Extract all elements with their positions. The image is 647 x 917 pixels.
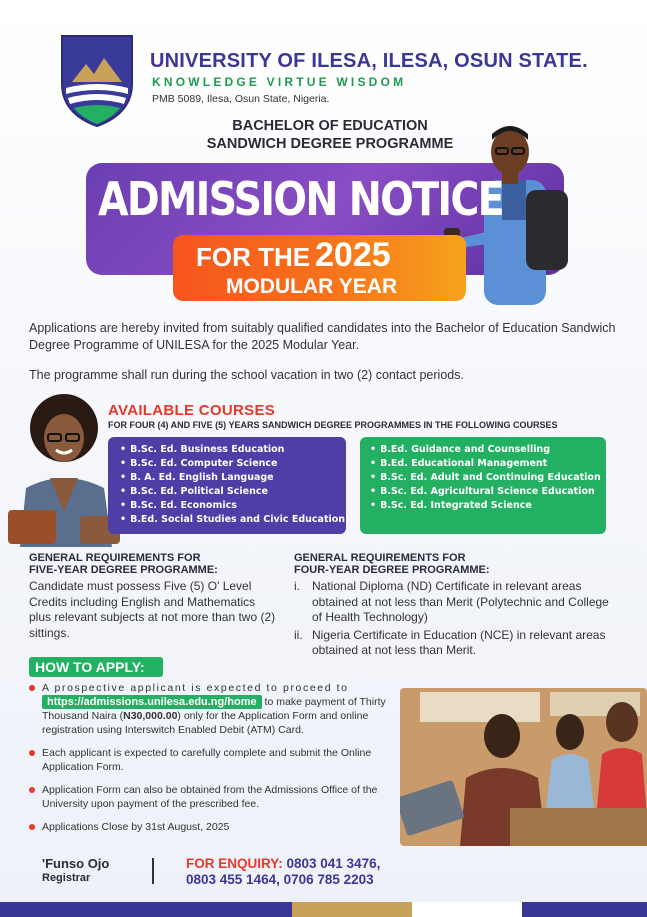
footer-stripe-purple-right — [522, 902, 647, 917]
footer-divider — [152, 858, 154, 884]
application-fee: N30,000.00 — [123, 710, 178, 722]
courses-list-right — [370, 443, 601, 513]
four-year-requirements-list — [294, 579, 620, 661]
apply-step-office: Application Form can also be obtained from the Admissions Office of the University upon payment of the prescribed fee. — [42, 784, 378, 810]
course-item: • B.Sc. Ed. Business Education — [120, 443, 345, 457]
apply-step-payment-mid: to make payment of Thirty Thousand Naira ( — [42, 696, 386, 722]
university-crest-logo — [58, 32, 136, 128]
course-item: • B.Ed. Social Studies and Civic Education — [120, 513, 345, 527]
bullet-icon — [29, 750, 35, 756]
registrar-title: Registrar — [42, 872, 91, 884]
apply-step-payment-end: ) only for the Application Form and online registration using Interswitch Enabled Debit (ATM) Card. — [42, 710, 369, 736]
course-item: • B.Sc. Ed. Integrated Science — [370, 499, 601, 513]
university-motto: KNOWLEDGE VIRTUE WISDOM — [152, 75, 407, 89]
female-student-photo — [6, 392, 124, 547]
enquiry-line1 — [186, 856, 380, 872]
enquiry-label: FOR ENQUIRY: — [186, 856, 283, 871]
five-year-heading-line2: FIVE-YEAR DEGREE PROGRAMME: — [29, 564, 218, 576]
bullet-icon — [29, 824, 35, 830]
classroom-students-photo — [400, 688, 647, 846]
course-item: • B.Sc. Ed. Computer Science — [120, 457, 345, 471]
apply-step-complete-form: Each applicant is expected to carefully complete and submit the Online Application Form. — [42, 747, 372, 773]
courses-list-left — [120, 443, 345, 527]
enquiry-contacts — [186, 856, 380, 888]
apply-step-payment — [42, 681, 398, 737]
course-item: • B.Ed. Educational Management — [370, 457, 601, 471]
apply-deadline: Applications Close by 31st August, 2025 — [42, 821, 230, 833]
requirement-item — [294, 579, 620, 626]
available-courses-title: AVAILABLE COURSES — [108, 402, 276, 419]
apply-step-payment-intro: A prospective applicant is expected to proceed to — [42, 682, 349, 694]
banner-subtitle-for-the: FOR THE — [196, 242, 311, 272]
registrar-name: 'Funso Ojo — [42, 856, 110, 871]
course-item: • B. A. Ed. English Language — [120, 471, 345, 485]
how-to-apply-heading: HOW TO APPLY: — [29, 657, 163, 677]
requirement-number: ii. — [294, 627, 303, 642]
four-year-heading-line2: FOUR-YEAR DEGREE PROGRAMME: — [294, 564, 490, 576]
course-item: • B.Sc. Ed. Economics — [120, 499, 345, 513]
university-address: PMB 5089, Ilesa, Osun State, Nigeria. — [152, 93, 330, 105]
requirement-number: i. — [294, 579, 300, 593]
footer-stripe-gold — [292, 902, 412, 917]
bullet-icon — [29, 787, 35, 793]
programme-title-line1: BACHELOR OF EDUCATION — [232, 118, 428, 134]
intro-paragraph: Applications are hereby invited from suitably qualified candidates into the Bachelor of Education Sandwich Degree Programme of UNILESA for the 2025 Modular Year. — [29, 321, 616, 352]
enquiry-phone-1: 0803 041 3476, — [282, 856, 381, 871]
banner-title: ADMISSION NOTICE — [98, 172, 503, 226]
five-year-requirements-heading — [29, 552, 218, 576]
four-year-heading-line1: GENERAL REQUIREMENTS FOR — [294, 552, 466, 564]
footer-stripe-white — [412, 902, 522, 917]
footer-stripe-purple — [0, 902, 292, 917]
university-name: UNIVERSITY OF ILESA, ILESA, OSUN STATE. — [150, 50, 588, 72]
programme-title — [185, 117, 475, 153]
admissions-portal-link[interactable]: https://admissions.unilesa.edu.ng/home — [42, 695, 262, 709]
requirement-text: Nigeria Certificate in Education (NCE) in relevant areas obtained at not less than Merit. — [312, 627, 606, 657]
enquiry-phone-2: 0803 455 1464, 0706 785 2203 — [186, 872, 374, 887]
available-courses-subtitle: FOR FOUR (4) AND FIVE (5) YEARS SANDWICH DEGREE PROGRAMMES IN THE FOLLOWING COURSES — [108, 420, 558, 430]
requirement-text: National Diploma (ND) Certificate in relevant areas obtained at not less than Merit (Polytechnic and College of Health Technology) — [312, 579, 609, 624]
course-item: • B.Ed. Guidance and Counselling — [370, 443, 601, 457]
five-year-requirements-text: Candidate must possess Five (5) O' Level Credits including English and Mathematics plus relevant subjects at not more than two (2) sittings. — [29, 579, 276, 640]
requirement-item — [294, 628, 620, 659]
five-year-heading-line1: GENERAL REQUIREMENTS FOR — [29, 552, 201, 564]
course-item: • B.Sc. Ed. Political Science — [120, 485, 345, 499]
course-item: • B.Sc. Ed. Adult and Continuing Education — [370, 471, 601, 485]
four-year-requirements-heading — [294, 552, 490, 576]
course-item: • B.Sc. Ed. Agricultural Science Education — [370, 485, 601, 499]
programme-title-line2: SANDWICH DEGREE PROGRAMME — [206, 136, 454, 152]
schedule-paragraph: The programme shall run during the school vacation in two (2) contact periods. — [29, 368, 464, 382]
banner-year: 2025 — [315, 236, 391, 274]
banner-subtitle-modular-year: MODULAR YEAR — [226, 275, 398, 298]
bullet-icon — [29, 685, 35, 691]
